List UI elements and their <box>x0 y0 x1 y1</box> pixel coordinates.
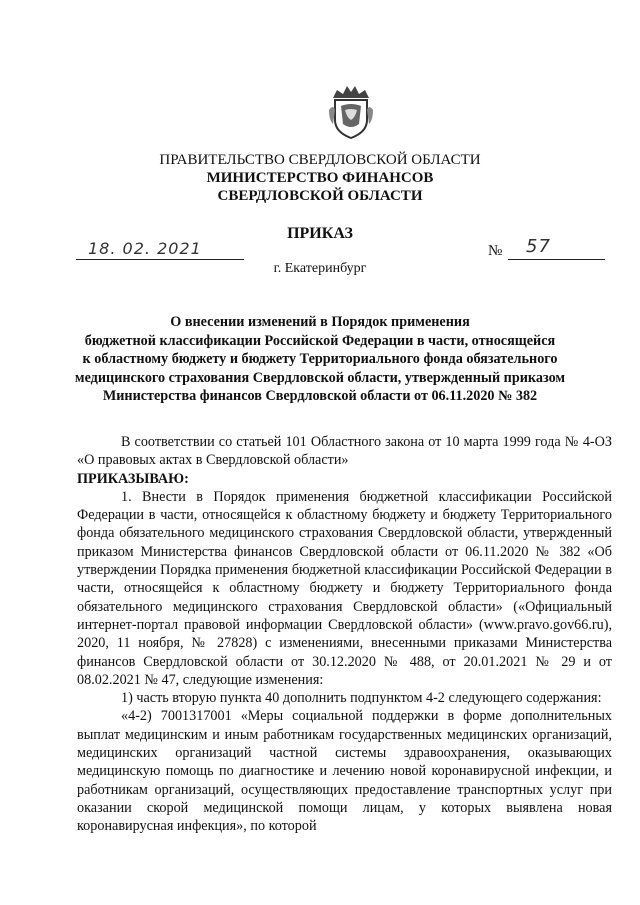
ministry-name-line2: СВЕРДЛОВСКОЙ ОБЛАСТИ <box>217 188 423 204</box>
item-1: 1. Внести в Порядок применения бюджетной классификации Российской Федерации в части, относящейся к областному бюджету и бюджету Территориального фонда обязательного медицинского страхования Свердловской области, утвержденный приказом Министерства финансов Свердловской области от 06.11.2020 № 382 «Об утверждении Порядка применения бюджетной классификации Российской Федерации в части, относящейся к областному бюджету и бюджету Территориального фонда обязательного медицинского страхования Свердловской области» («Официальный интернет-портал правовой информации Свердловской области» (www.pravo.gov66.ru), 2020, 11 ноября, № 27828) с изменениями, внесенными приказами Министерства финансов Свердловской области от 30.12.2020 № 488, от 20.01.2021 № 29 и от 08.02.2021 № 47, следующие изменения: <box>77 488 612 688</box>
government-name: ПРАВИТЕЛЬСТВО СВЕРДЛОВСКОЙ ОБЛАСТИ <box>159 152 481 168</box>
subject-line: О внесении изменений в Порядок применения <box>170 314 470 330</box>
coat-of-arms-icon <box>327 80 375 140</box>
order-title: ПРИКАЗ <box>287 225 353 242</box>
subject-line: медицинского страхования Свердловской области, утвержденный приказом <box>74 369 566 386</box>
ministry-name-line1: МИНИСТЕРСТВО ФИНАНСОВ <box>206 170 434 186</box>
city: г. Екатеринбург <box>273 261 367 276</box>
order-word: ПРИКАЗЫВАЮ: <box>77 470 189 487</box>
order-body <box>77 433 612 836</box>
item-1-1: 1) часть вторую пункта 40 дополнить подпунктом 4-2 следующего содержания: <box>121 690 602 707</box>
number-underline <box>508 259 605 260</box>
subject-line: Министерства финансов Свердловской области от 06.11.2020 № 382 <box>102 388 538 405</box>
preamble: В соответствии со статьей 101 Областного закона от 10 марта 1999 года № 4-ОЗ «О правовых актах в Свердловской области» <box>77 434 612 469</box>
order-subject <box>60 313 580 406</box>
order-number: 57 <box>526 236 551 257</box>
date-underline <box>76 259 244 260</box>
quoted-subitem: «4-2) 7001317001 «Меры социальной поддержки в форме дополнительных выплат медицинским и иным работникам государственных медицинских организаций, медицинских организаций частной системы здравоохранения, оказывающих медицинскую помощь по диагностике и лечению новой коронавирусной инфекции, и работникам организаций, осуществляющих предоставление транспортных услуг при оказании скорой медицинской помощи лицам, у которых выявлена новая коронавирусная инфекция», по которой <box>77 708 612 835</box>
subject-line: бюджетной классификации Российской Федерации в части, относящейся <box>84 332 556 349</box>
subject-line: к областному бюджету и бюджету Территориального фонда обязательного <box>82 351 558 368</box>
order-date: 18. 02. 2021 <box>88 239 202 258</box>
number-sign: № <box>488 243 503 259</box>
